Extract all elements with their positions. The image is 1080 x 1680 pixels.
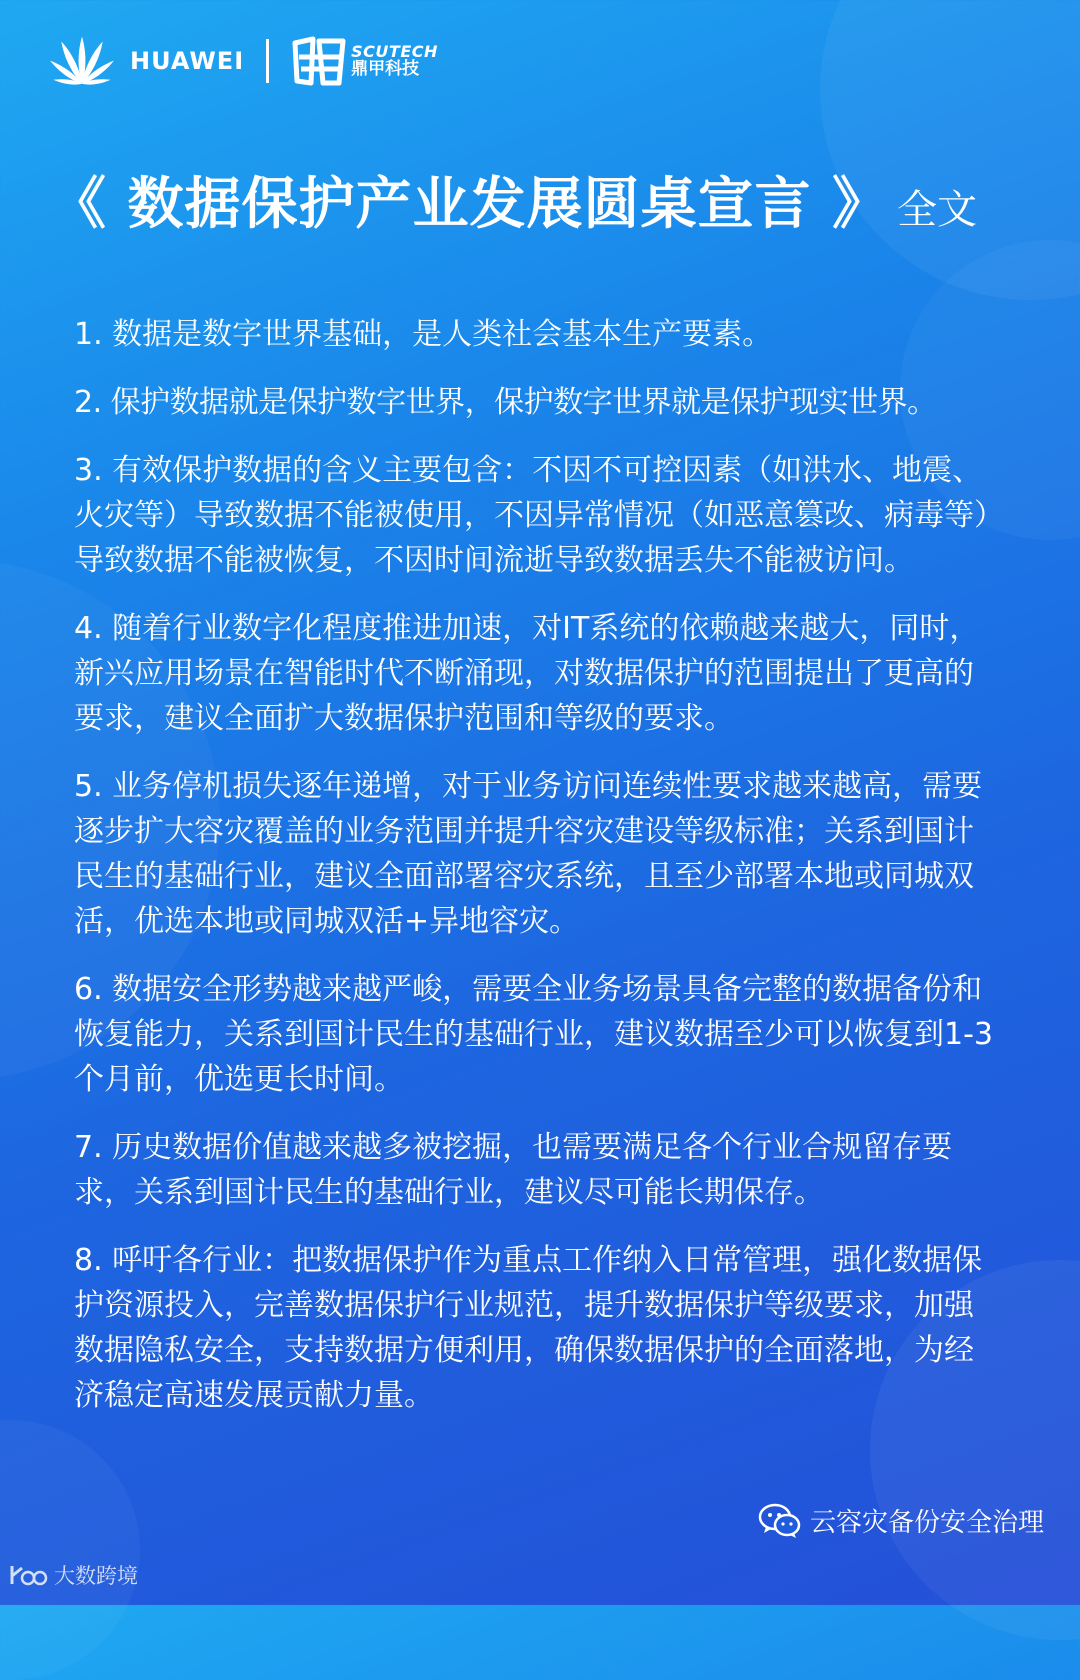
- huawei-logo-icon: [44, 30, 120, 92]
- scutech-wordmark: [351, 43, 438, 79]
- clause-6: 6. 数据安全形势越来越严峻，需要全业务场景具备完整的数据备份和恢复能力，关系到国计民生的基础行业，建议数据至少可以恢复到1-3个月前，优选更长时间。: [74, 972, 993, 1097]
- wechat-icon: [758, 1503, 802, 1539]
- clause-2: 2. 保护数据就是保护数字世界，保护数字世界就是保护现实世界。: [74, 385, 937, 420]
- clause-1: 1. 数据是数字世界基础，是人类社会基本生产要素。: [74, 317, 773, 352]
- logo-bar: [44, 30, 438, 92]
- clause-4: 4. 随着行业数字化程度推进加速，对IT系统的依赖越来越大，同时，新兴应用场景在智能时代不断涌现，对数据保护的范围提出了更高的要求，建议全面扩大数据保护范围和等级的要求。: [74, 611, 980, 736]
- wechat-account-watermark: [758, 1502, 1044, 1539]
- kd-watermark-text: 大数跨境: [54, 1564, 138, 1588]
- title-row: [50, 160, 977, 240]
- clause-3: 3. 有效保护数据的含义主要包含：不因不可控因素（如洪水、地震、火灾等）导致数据不能被使用，不因异常情况（如恶意篡改、病毒等）导致数据不能被恢复，不因时间流逝导致数据丢失不能被访问。: [74, 453, 989, 578]
- bg-decor-circle: [0, 1420, 140, 1680]
- scutech-name-cn: 鼎甲科技: [351, 59, 420, 80]
- bg-decor-circle: [820, 0, 1080, 300]
- kd-watermark: [8, 1560, 138, 1590]
- scutech-name-en: SCUTECH: [351, 41, 438, 61]
- clause-5: 5. 业务停机损失逐年递增，对于业务访问连续性要求越来越高，需要逐步扩大容灾覆盖的业务范围并提升容灾建设等级标准；关系到国计民生的基础行业，建议全面部署容灾系统，且至少部署本地或同城双活，优选本地或同城双活+异地容灾。: [74, 769, 983, 939]
- document-title-suffix: 全文: [897, 187, 977, 233]
- clause-8: 8. 呼吁各行业：把数据保护作为重点工作纳入日常管理，强化数据保护资源投入，完善数据保护行业规范，提升数据保护等级要求，加强数据隐私安全，支持数据方便利用，确保数据保护的全面落地，为经济稳定高速发展贡献力量。: [74, 1243, 983, 1413]
- logo-divider: [266, 39, 269, 83]
- document-title: 《 数据保护产业发展圆桌宣言 》: [50, 172, 889, 237]
- scutech-logo-icon: [289, 35, 349, 87]
- kd-watermark-icon: [8, 1562, 48, 1588]
- declaration-clauses: [74, 312, 994, 1418]
- clause-7: 7. 历史数据价值越来越多被挖掘，也需要满足各个行业合规留存要求，关系到国计民生的基础行业，建议尽可能长期保存。: [74, 1130, 953, 1210]
- wechat-account-name: 云容灾备份安全治理: [809, 1508, 1044, 1538]
- huawei-wordmark: HUAWEI: [130, 47, 245, 75]
